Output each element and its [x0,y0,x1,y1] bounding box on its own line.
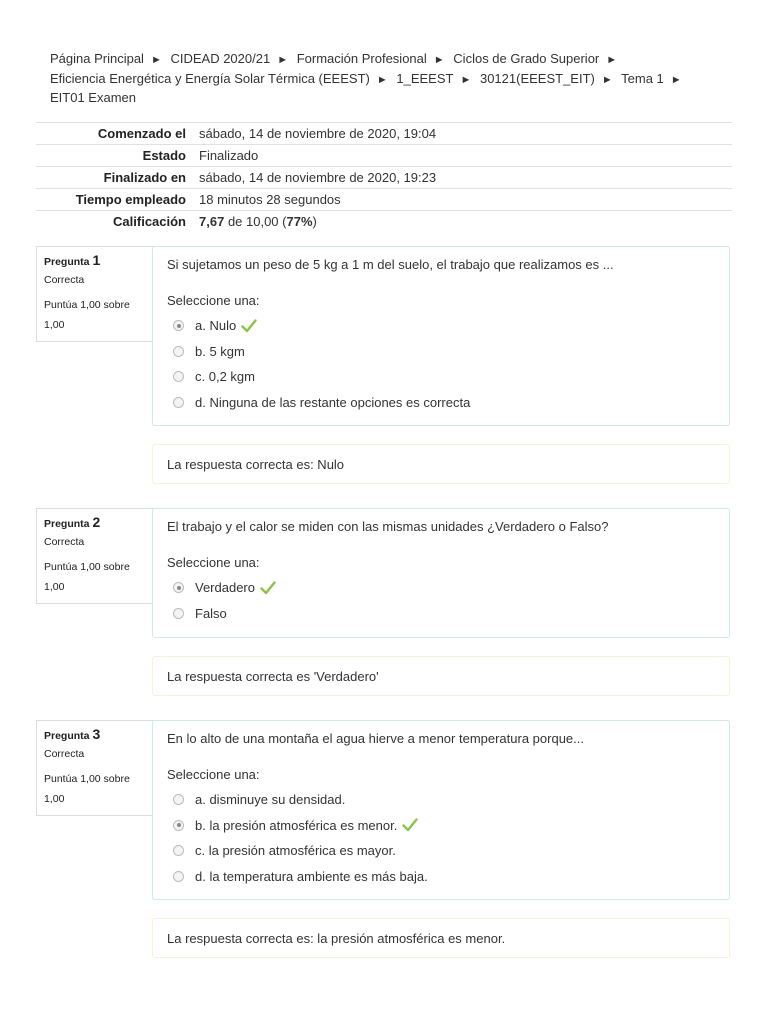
option-label: a. disminuye su densidad. [195,792,346,808]
radio-button-selected[interactable] [173,320,184,331]
answer-option[interactable] [167,313,715,339]
question-info [36,720,154,816]
question-text: El trabajo y el calor se miden con las mismas unidades ¿Verdadero o Falso? [167,519,609,534]
answer-options [167,787,715,889]
breadcrumb-course[interactable]: Eficiencia Energética y Energía Solar Térmica (EEEST) [50,70,370,86]
option-label: Verdadero [195,580,255,596]
question-number [44,515,153,531]
question-feedback: La respuesta correcta es: Nulo [152,444,730,484]
question-formulation [152,246,730,426]
question-formulation [152,508,730,638]
question-grade: Puntúa 1,00 sobre 1,00 [44,299,130,331]
option-label: b. la presión atmosférica es menor. [195,817,398,833]
answer-options [167,575,715,626]
answer-option[interactable] [167,813,715,839]
radio-button-selected[interactable] [173,820,184,831]
grade-close: ) [312,214,317,229]
summary-row-time [36,189,732,211]
question-number-value: 1 [92,252,101,268]
breadcrumb-tema[interactable]: Tema 1 [621,70,664,86]
option-label: d. Ninguna de las restante opciones es correcta [195,394,471,410]
breadcrumb-arrow-icon: ► [606,54,618,66]
breadcrumb-fp[interactable]: Formación Profesional [296,51,427,66]
radio-button[interactable] [173,845,184,856]
question-state: Correcta [44,274,85,286]
breadcrumb-code[interactable]: 30121(EEEST_EIT) [479,70,595,86]
summary-value: Finalizado [199,148,259,163]
question-number [44,727,153,743]
breadcrumb-arrow-icon: ► [277,54,289,66]
breadcrumb-arrow-icon: ► [670,73,682,86]
radio-button[interactable] [173,871,184,882]
summary-label: Tiempo empleado [75,192,186,207]
question-grade: Puntúa 1,00 sobre 1,00 [44,561,130,593]
option-label: c. 0,2 kgm [195,369,255,385]
question-text: Si sujetamos un peso de 5 kg a 1 m del suelo, el trabajo que realizamos es ... [167,257,614,272]
question-number [44,253,153,269]
radio-button[interactable] [173,397,184,408]
breadcrumb-arrow-icon: ► [376,73,388,86]
summary-row-grade [36,211,732,233]
question-label: Pregunta [44,518,90,530]
answer-prompt: Seleccione una: [167,293,260,308]
summary-label: Estado [142,148,186,163]
option-label: a. Nulo [195,318,237,334]
question-formulation [152,720,730,900]
summary-value: sábado, 14 de noviembre de 2020, 19:23 [199,170,437,185]
answer-option[interactable] [167,390,715,416]
answer-option[interactable] [167,864,715,890]
answer-option[interactable] [167,339,715,365]
question-number-value: 3 [92,726,101,742]
question-feedback: La respuesta correcta es 'Verdadero' [152,656,730,696]
option-label: d. la temperatura ambiente es más baja. [195,868,428,884]
breadcrumb-arrow-icon: ► [433,54,445,66]
option-label: c. la presión atmosférica es mayor. [195,843,396,859]
question-info [36,246,154,342]
answer-option[interactable] [167,838,715,864]
question-text: En lo alto de una montaña el agua hierve a menor temperatura porque... [167,731,584,746]
question-label: Pregunta [44,256,90,268]
question-info [36,508,154,604]
radio-button[interactable] [173,371,184,382]
answer-option[interactable] [167,787,715,813]
breadcrumb [50,50,720,108]
summary-row-started [36,123,732,145]
checkmark-icon [260,581,276,595]
breadcrumb-eeest[interactable]: 1_EEEST [396,70,454,86]
breadcrumb-arrow-icon: ► [150,54,162,66]
radio-button[interactable] [173,608,184,619]
breadcrumb-arrow-icon: ► [601,73,613,86]
radio-button-selected[interactable] [173,582,184,593]
grade-score: 7,67 [199,214,225,229]
answer-prompt: Seleccione una: [167,767,260,782]
radio-button[interactable] [173,794,184,805]
question-feedback: La respuesta correcta es: la presión atmosférica es menor. [152,918,730,958]
breadcrumb-home[interactable]: Página Principal [50,51,144,66]
checkmark-icon [402,818,418,832]
breadcrumb-cidead[interactable]: CIDEAD 2020/21 [170,51,271,66]
grade-of: de 10,00 ( [227,214,287,229]
summary-row-completed [36,167,732,189]
answer-prompt: Seleccione una: [167,555,260,570]
option-label: b. 5 kgm [195,343,245,359]
quiz-summary-table [36,122,732,232]
breadcrumb-ciclos[interactable]: Ciclos de Grado Superior [453,51,600,66]
question-label: Pregunta [44,730,90,742]
answer-option[interactable] [167,575,715,601]
summary-value: 18 minutos 28 segundos [199,192,341,207]
question-state: Correcta [44,748,85,760]
summary-label: Comenzado el [97,126,186,141]
radio-button[interactable] [173,346,184,357]
grade-percent: 77% [286,214,313,229]
breadcrumb-arrow-icon: ► [460,73,472,86]
summary-row-state [36,145,732,167]
answer-option[interactable] [167,601,715,627]
option-label: Falso [195,605,227,621]
summary-value: sábado, 14 de noviembre de 2020, 19:04 [199,126,437,141]
answer-options [167,313,715,415]
question-grade: Puntúa 1,00 sobre 1,00 [44,773,130,805]
summary-label: Calificación [113,214,186,229]
checkmark-icon [241,319,257,333]
question-number-value: 2 [92,514,101,530]
summary-label: Finalizado en [103,170,186,185]
breadcrumb-exam[interactable]: EIT01 Examen [50,90,136,105]
summary-value [192,211,732,233]
answer-option[interactable] [167,364,715,390]
question-state: Correcta [44,536,85,548]
